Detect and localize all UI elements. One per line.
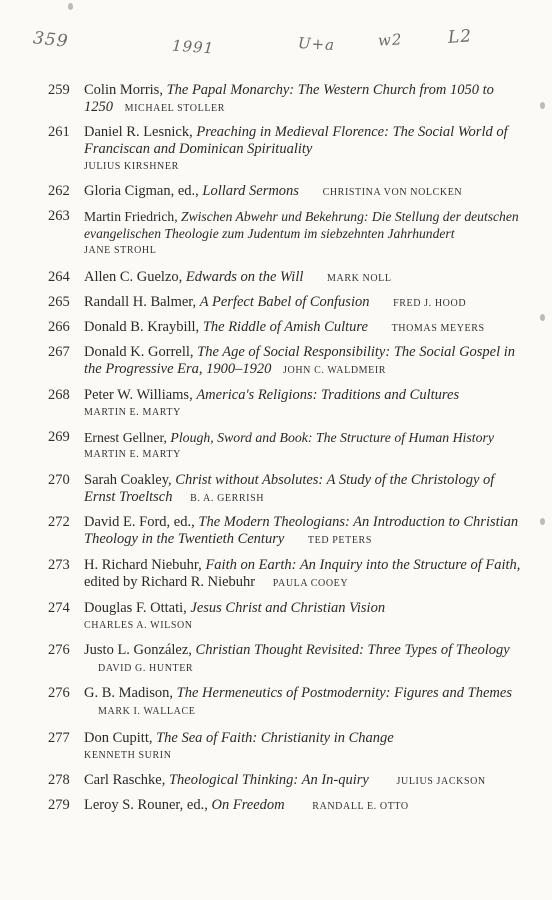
book-title: On Freedom xyxy=(211,797,285,813)
book-title: Christian Thought Revisited: Three Types of Theology xyxy=(195,642,510,658)
reviewer: JULIUS KIRSHNER xyxy=(84,161,179,172)
reviewer: MARK I. WALLACE xyxy=(98,706,196,717)
reviewer: JANE STROHL xyxy=(84,245,157,256)
entry-text xyxy=(84,124,524,173)
author: Don Cupitt, xyxy=(84,730,153,746)
scan-speck xyxy=(540,518,545,525)
reviewer: MARTIN E. MARTY xyxy=(84,449,181,460)
entry-text xyxy=(84,183,524,201)
entry-text xyxy=(84,685,524,720)
author: G. B. Madison, xyxy=(84,685,174,701)
author: Donald K. Gorrell, xyxy=(84,344,194,360)
entry-text xyxy=(84,294,524,312)
handwritten-note: 1991 xyxy=(171,36,215,58)
reviewer: THOMAS MEYERS xyxy=(391,323,485,334)
entry-text xyxy=(84,514,524,549)
page-number: 264 xyxy=(48,269,70,285)
book-title: Zwischen Abwehr und Bekehrung: Die Stellung der deutschen evangelischen Theologie zum Judentum im siebzehnten Jahrhundert xyxy=(84,209,519,241)
entry-text xyxy=(84,208,524,257)
book-title: The Modern Theologians: An Introduction to Christian Theology in the Twentieth Century xyxy=(84,514,519,547)
book-title: Christ without Absolutes: A Study of the Christology of Ernst Troeltsch xyxy=(84,472,495,505)
handwritten-note: U+a xyxy=(297,34,336,54)
author: Randall H. Balmer, xyxy=(84,294,197,310)
reviewer: CHARLES A. WILSON xyxy=(84,620,193,631)
page-number: 278 xyxy=(48,772,70,788)
page-number: 262 xyxy=(48,183,70,199)
page-number: 269 xyxy=(48,429,70,445)
entry-text xyxy=(84,429,524,461)
book-title: The Age of Social Responsibility: The Social Gospel in the Progressive Era, 1900–1920 xyxy=(84,344,516,377)
book-title: Jesus Christ and Christian Vision xyxy=(190,600,386,616)
page-number: 273 xyxy=(48,557,70,573)
scan-speck xyxy=(540,314,545,321)
page-number: 272 xyxy=(48,514,70,530)
reviewer: KENNETH SURIN xyxy=(84,750,172,761)
entry-text xyxy=(84,772,524,790)
author: H. Richard Niebuhr, xyxy=(84,557,202,573)
reviewer: TED PETERS xyxy=(307,535,372,546)
author: Sarah Coakley, xyxy=(84,472,172,488)
reviewer: FRED J. HOOD xyxy=(393,298,467,309)
scan-speck xyxy=(540,102,545,109)
page-number: 276 xyxy=(48,642,70,658)
book-title: The Papal Monarchy: The Western Church from 1050 to 1250 xyxy=(84,82,494,115)
entry-text xyxy=(84,642,524,677)
edition-note: edited by Richard R. Niebuhr xyxy=(84,574,256,590)
book-title: The Riddle of Amish Culture xyxy=(202,319,368,335)
entry-text xyxy=(84,557,524,592)
author: Douglas F. Ottati, xyxy=(84,600,187,616)
author: David E. Ford, ed., xyxy=(84,514,195,530)
book-title: The Hermeneutics of Postmodernity: Figures and Themes xyxy=(176,685,512,701)
page-number: 266 xyxy=(48,319,70,335)
author: Donald B. Kraybill, xyxy=(84,319,200,335)
handwritten-note: L2 xyxy=(447,26,473,48)
page-number: 270 xyxy=(48,472,70,488)
handwritten-note: 359 xyxy=(32,28,70,52)
book-title: Lollard Sermons xyxy=(202,183,299,199)
author: Peter W. Williams, xyxy=(84,387,193,403)
page-number: 261 xyxy=(48,124,70,140)
author: Leroy S. Rouner, ed., xyxy=(84,797,208,813)
author: Ernest Gellner, xyxy=(84,430,167,445)
reviewer: DAVID G. HUNTER xyxy=(98,663,194,674)
book-title: Plough, Sword and Book: The Structure of Human History xyxy=(170,430,494,445)
reviewer: MARK NOLL xyxy=(327,273,392,284)
page-number: 279 xyxy=(48,797,70,813)
page-number: 268 xyxy=(48,387,70,403)
page-number: 259 xyxy=(48,82,70,98)
book-title: Edwards on the Will xyxy=(185,269,304,285)
entry-text xyxy=(84,387,524,419)
page-number: 265 xyxy=(48,294,70,310)
entry-text xyxy=(84,269,524,287)
reviewer: RANDALL E. OTTO xyxy=(312,801,409,812)
book-title: A Perfect Babel of Confusion xyxy=(199,294,370,310)
reviewer: MARTIN E. MARTY xyxy=(84,407,181,418)
page-number: 276 xyxy=(48,685,70,701)
author: Allen C. Guelzo, xyxy=(84,269,183,285)
page-number: 267 xyxy=(48,344,70,360)
scan-speck xyxy=(68,3,73,10)
reviewer: JOHN C. WALDMEIR xyxy=(283,365,387,376)
author: Gloria Cigman, ed., xyxy=(84,183,199,199)
author: Carl Raschke, xyxy=(84,772,166,788)
author: Martin Friedrich, xyxy=(84,209,178,224)
reviewer: MICHAEL STOLLER xyxy=(124,103,226,114)
reviewer: CHRISTINA VON NOLCKEN xyxy=(322,187,463,198)
reviewer: PAULA COOEY xyxy=(272,578,349,589)
page-number: 277 xyxy=(48,730,70,746)
book-title: Faith on Earth: An Inquiry into the Structure of Faith, xyxy=(205,557,521,573)
entry-text xyxy=(84,319,524,337)
page-number: 263 xyxy=(48,208,70,224)
handwritten-note: w2 xyxy=(377,30,403,50)
handwritten-notes xyxy=(0,26,552,70)
book-title: Theological Thinking: An In-quiry xyxy=(168,772,369,788)
entry-text xyxy=(84,82,524,117)
author: Colin Morris, xyxy=(84,82,163,98)
book-title: The Sea of Faith: Christianity in Change xyxy=(156,730,394,746)
book-title: Preaching in Medieval Florence: The Social World of Franciscan and Dominican Spirituality xyxy=(84,124,508,157)
entry-text xyxy=(84,797,524,815)
entry-text xyxy=(84,600,524,632)
author: Daniel R. Lesnick, xyxy=(84,124,193,140)
author: Justo L. González, xyxy=(84,642,192,658)
entry-text xyxy=(84,472,524,507)
page-number: 274 xyxy=(48,600,70,616)
reviewer: B. A. GERRISH xyxy=(190,493,265,504)
reviewer: JULIUS JACKSON xyxy=(396,776,486,787)
book-title: America's Religions: Traditions and Cultures xyxy=(196,387,460,403)
entry-text xyxy=(84,344,524,379)
entry-text xyxy=(84,730,524,762)
